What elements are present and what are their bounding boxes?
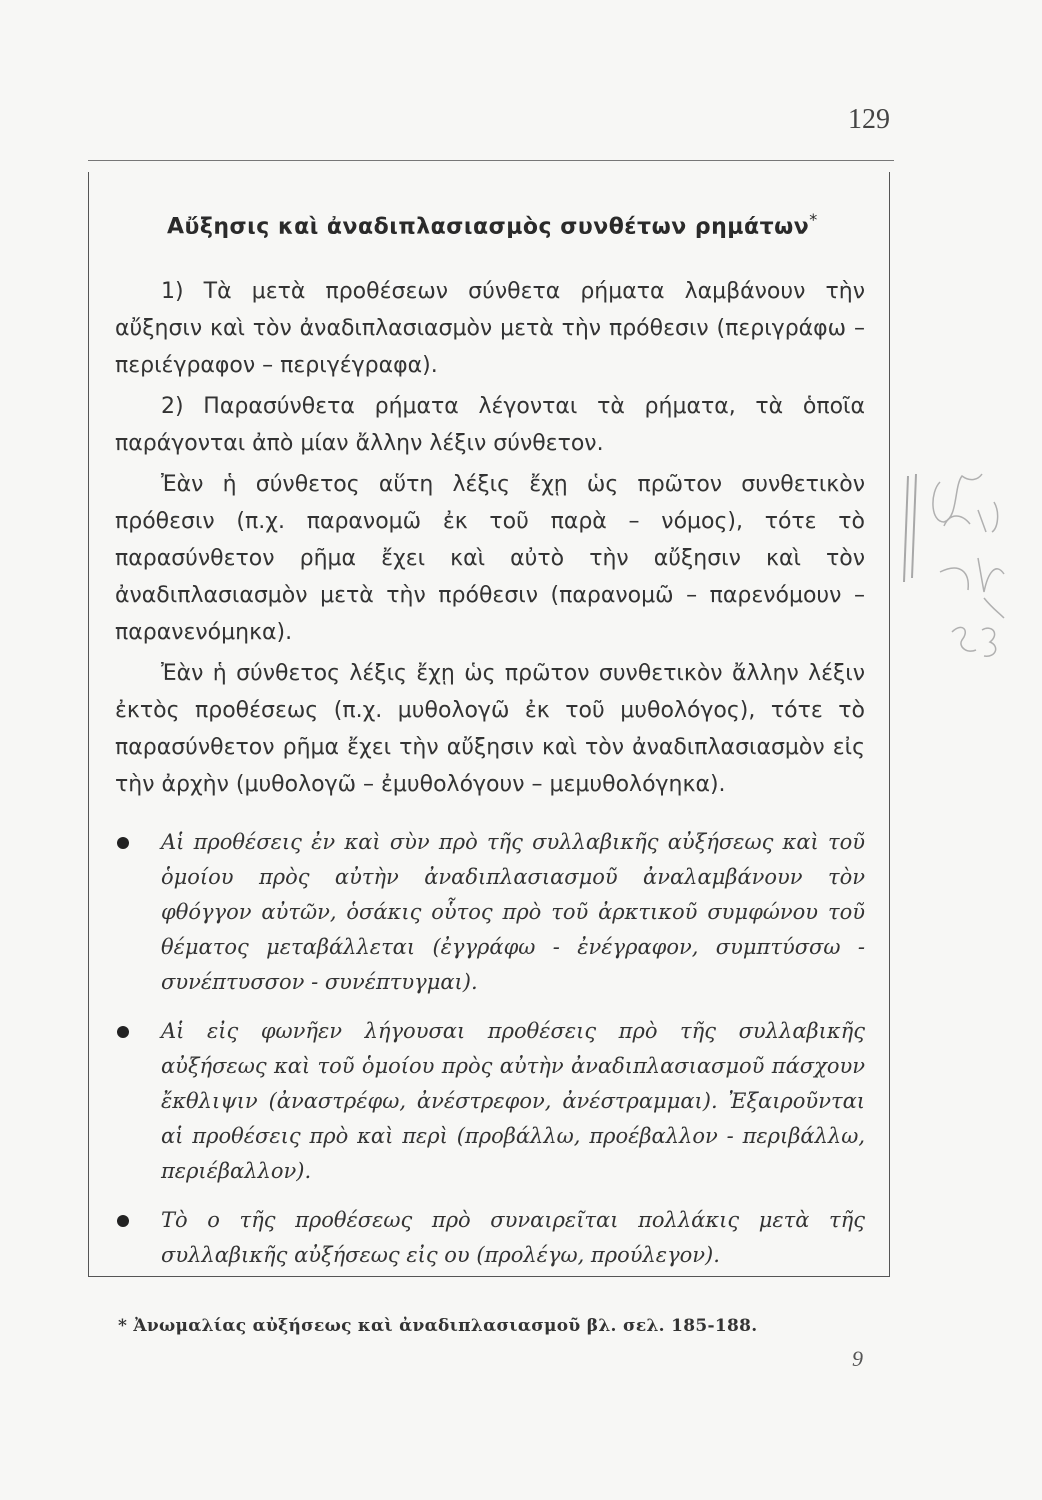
paragraph-rule-2: 2) Παρασύνθετα ρήματα λέγονται τὰ ρήματα, τὰ ὁποῖα παράγονται ἀπὸ μίαν ἄλλην λέξιν σύνθετον. — [115, 394, 865, 457]
pencil-annotation — [900, 462, 1020, 662]
rule-box — [88, 172, 890, 1277]
signature-mark: 9 — [852, 1346, 863, 1371]
note-text: Αἱ εἰς φωνῆεν λήγουσαι προθέσεις πρὸ τῆς συλλαβικῆς αὐξήσεως καὶ τοῦ ὁμοίου πρὸς αὐτὴν ἀναδιπλασιασμοῦ πάσχουν ἔκθλιψιν (ἀναστρέφω, ἀνέστρεφον, ἀνέστραμμαι). Ἐξαιροῦνται αἱ προθέσεις πρὸ καὶ περὶ (προβάλλω, προέβαλλον - περιβάλλω, περιέβαλλον). — [161, 1019, 865, 1184]
paragraph-rule-1: 1) Τὰ μετὰ προθέσεων σύνθετα ρήματα λαμβάνουν τὴν αὔξησιν καὶ τὸν ἀναδιπλασιασμὸν μετὰ τὴν πρόθεσιν (περιγράφω – περιέγραφον – περιγέγραφα). — [115, 279, 865, 379]
section-title-text: Αὔξησις καὶ ἀναδιπλασιασμὸς συνθέτων ρημάτων — [167, 214, 810, 240]
pencil-stroke — [904, 476, 908, 582]
paragraph-other-word-case: Ἐὰν ἡ σύνθετος λέξις ἔχῃ ὡς πρῶτον συνθετικὸν ἄλλην λέξιν ἐκτὸς προθέσεως (π.χ. μυθολογῶ ἐκ τοῦ μυθολόγος), τότε τὸ παρασύνθετον ρῆμα ἔχει τὴν αὔξησιν καὶ τὸν ἀναδιπλασιασμὸν εἰς τὴν ἀρχὴν (μυθολογῶ – ἐμυθολόγουν – μεμυθολόγηκα). — [115, 661, 865, 798]
footnote: * Ἀνωμαλίας αὐξήσεως καὶ ἀναδιπλασιασμοῦ βλ. σελ. 185-188. — [118, 1316, 758, 1336]
page-number: 129 — [848, 104, 890, 135]
title-footnote-mark: * — [809, 210, 818, 229]
bullet-icon — [115, 1014, 161, 1049]
note-text: Αἱ προθέσεις ἐν καὶ σὺν πρὸ τῆς συλλαβικῆς αὐξήσεως καὶ τοῦ ὁμοίου πρὸς αὐτὴν ἀναδιπλασιασμοῦ ἀναλαμβάνουν τὸν φθόγγον αὐτῶν, ὁσάκις οὗτος πρὸ τοῦ ἀρκτικοῦ συμφώνου τοῦ θέματος μεταβάλλεται (ἐγγράφω - ἐνέγραφον, συμπτύσσω - συνέπτυσσον - συνέπτυγμαι). — [161, 830, 865, 995]
bullet-icon — [115, 1203, 161, 1238]
top-rule — [88, 160, 894, 161]
bullet-icon — [115, 825, 161, 860]
note-text: Τὸ ο τῆς προθέσεως πρὸ συναιρεῖται πολλάκις μετὰ τῆς συλλαβικῆς αὐξήσεως εἰς ου (προλέγω, προύλεγον). — [161, 1208, 865, 1268]
pencil-stroke — [952, 627, 996, 656]
pencil-stroke — [912, 474, 916, 578]
section-title — [167, 210, 865, 239]
note-pro-contraction — [115, 1203, 865, 1273]
pencil-stroke — [933, 474, 982, 522]
pencil-stroke — [984, 598, 1004, 618]
note-en-syn — [115, 825, 865, 1000]
box-content — [115, 210, 865, 1273]
pencil-stroke — [944, 502, 998, 532]
pencil-stroke — [940, 558, 1004, 592]
paragraph-preposition-case: Ἐὰν ἡ σύνθετος αὕτη λέξις ἔχῃ ὡς πρῶτον συνθετικὸν πρόθεσιν (π.χ. παρανομῶ ἐκ τοῦ παρὰ – νόμος), τότε τὸ παρασύνθετον ρῆμα ἔχει καὶ αὐτὸ τὴν αὔξησιν καὶ τὸν ἀναδιπλασιασμὸν μετὰ τὴν πρόθεσιν (παρανομῶ – παρενόμουν – παρανενόμηκα). — [115, 472, 865, 646]
note-vowel-elision — [115, 1014, 865, 1189]
